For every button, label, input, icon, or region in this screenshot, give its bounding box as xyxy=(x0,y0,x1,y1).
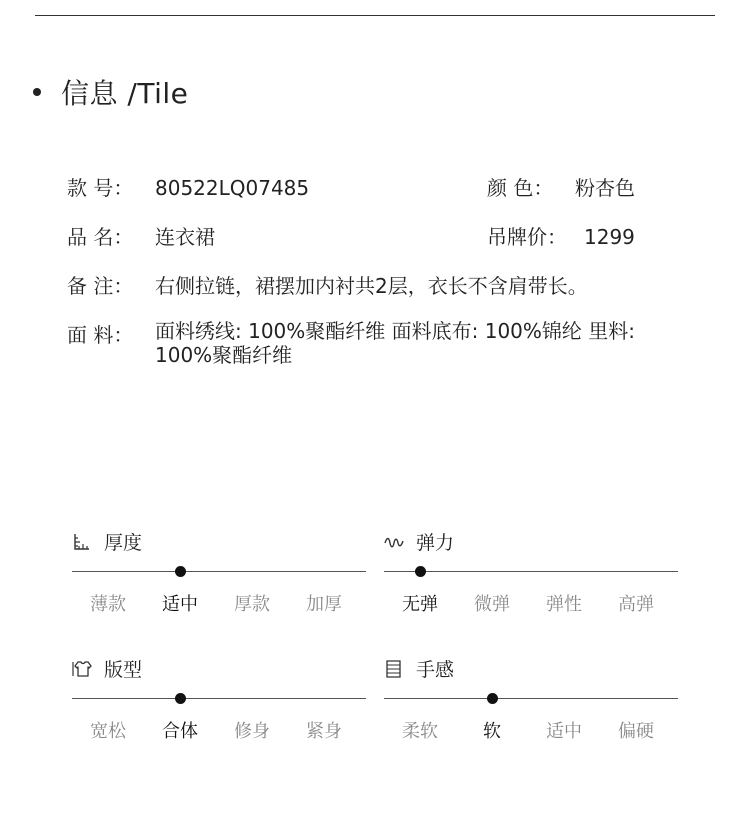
attr-thickness-header xyxy=(72,528,142,552)
attr-fit-option: 紧身 xyxy=(306,721,342,742)
color-value: 粉杏色 xyxy=(575,176,635,200)
attr-hand-feel-option: 柔软 xyxy=(402,721,438,742)
attr-thickness-name: 厚度 xyxy=(104,532,143,554)
attr-hand-feel-name: 手感 xyxy=(416,659,455,681)
attr-elasticity-header xyxy=(384,528,454,552)
attr-thickness-option: 厚款 xyxy=(234,594,270,615)
remark-label: 备 注： xyxy=(67,274,134,298)
stretch-wave-icon xyxy=(384,532,404,552)
attr-hand-feel-header xyxy=(384,655,454,679)
attr-fit-option-selected: 合体 xyxy=(162,721,198,742)
attr-hand-feel-marker xyxy=(487,693,498,704)
remark-value: 右侧拉链，裙摆加内衬共2层，衣长不含肩带长。 xyxy=(155,274,588,298)
attr-thickness-marker xyxy=(175,566,186,577)
attr-elasticity-options xyxy=(384,590,678,614)
attr-fit-options xyxy=(72,717,366,741)
attr-thickness-options xyxy=(72,590,366,614)
info-row-color xyxy=(487,172,635,201)
fabric-value: 面料绣线: 100%聚酯纤维 面料底布: 100%锦纶 里料: 100%聚酯纤维 xyxy=(155,319,635,367)
section-title xyxy=(33,72,188,112)
attr-elasticity-name: 弹力 xyxy=(416,532,455,554)
ruler-icon xyxy=(72,532,92,552)
info-row-tag-price xyxy=(487,221,635,250)
bullet-dot xyxy=(33,88,41,96)
attr-fit-option: 宽松 xyxy=(90,721,126,742)
attr-thickness-option: 薄款 xyxy=(90,594,126,615)
attr-hand-feel-options xyxy=(384,717,678,741)
info-row-name xyxy=(67,221,215,250)
style-no-label: 款 号： xyxy=(67,176,134,200)
attr-hand-feel-track xyxy=(384,698,678,699)
section-title-text: 信息 /Tile xyxy=(61,77,189,110)
tag-price-label: 吊牌价： xyxy=(487,225,567,249)
attr-elasticity-option-selected: 无弹 xyxy=(402,594,438,615)
attr-elasticity-track xyxy=(384,571,678,572)
attr-thickness-option-selected: 适中 xyxy=(162,594,198,615)
info-row-remark xyxy=(67,270,588,299)
attr-fit-option: 修身 xyxy=(234,721,270,742)
style-no-value: 80522LQ07485 xyxy=(155,176,310,200)
info-row-fabric xyxy=(67,319,155,348)
attr-thickness-track xyxy=(72,571,366,572)
tag-price-value: 1299 xyxy=(584,225,635,249)
fabric-layers-icon xyxy=(384,659,404,679)
attr-elasticity-option: 微弹 xyxy=(474,594,510,615)
info-row-style-no xyxy=(67,172,309,201)
fabric-label: 面 料： xyxy=(67,323,134,347)
attr-elasticity-marker xyxy=(415,566,426,577)
attr-elasticity-option: 高弹 xyxy=(618,594,654,615)
attr-fit-header xyxy=(72,655,142,679)
color-label: 颜 色： xyxy=(487,176,554,200)
attr-fit-track xyxy=(72,698,366,699)
attr-elasticity-option: 弹性 xyxy=(546,594,582,615)
attr-hand-feel-option-selected: 软 xyxy=(483,721,501,742)
attr-thickness-option: 加厚 xyxy=(306,594,342,615)
attr-hand-feel-option: 偏硬 xyxy=(618,721,654,742)
top-divider xyxy=(35,15,715,16)
attr-fit-name: 版型 xyxy=(104,659,143,681)
attr-fit-marker xyxy=(175,693,186,704)
name-label: 品 名： xyxy=(67,225,134,249)
attr-hand-feel-option: 适中 xyxy=(546,721,582,742)
name-value: 连衣裙 xyxy=(155,225,215,249)
shirt-icon xyxy=(72,659,92,679)
